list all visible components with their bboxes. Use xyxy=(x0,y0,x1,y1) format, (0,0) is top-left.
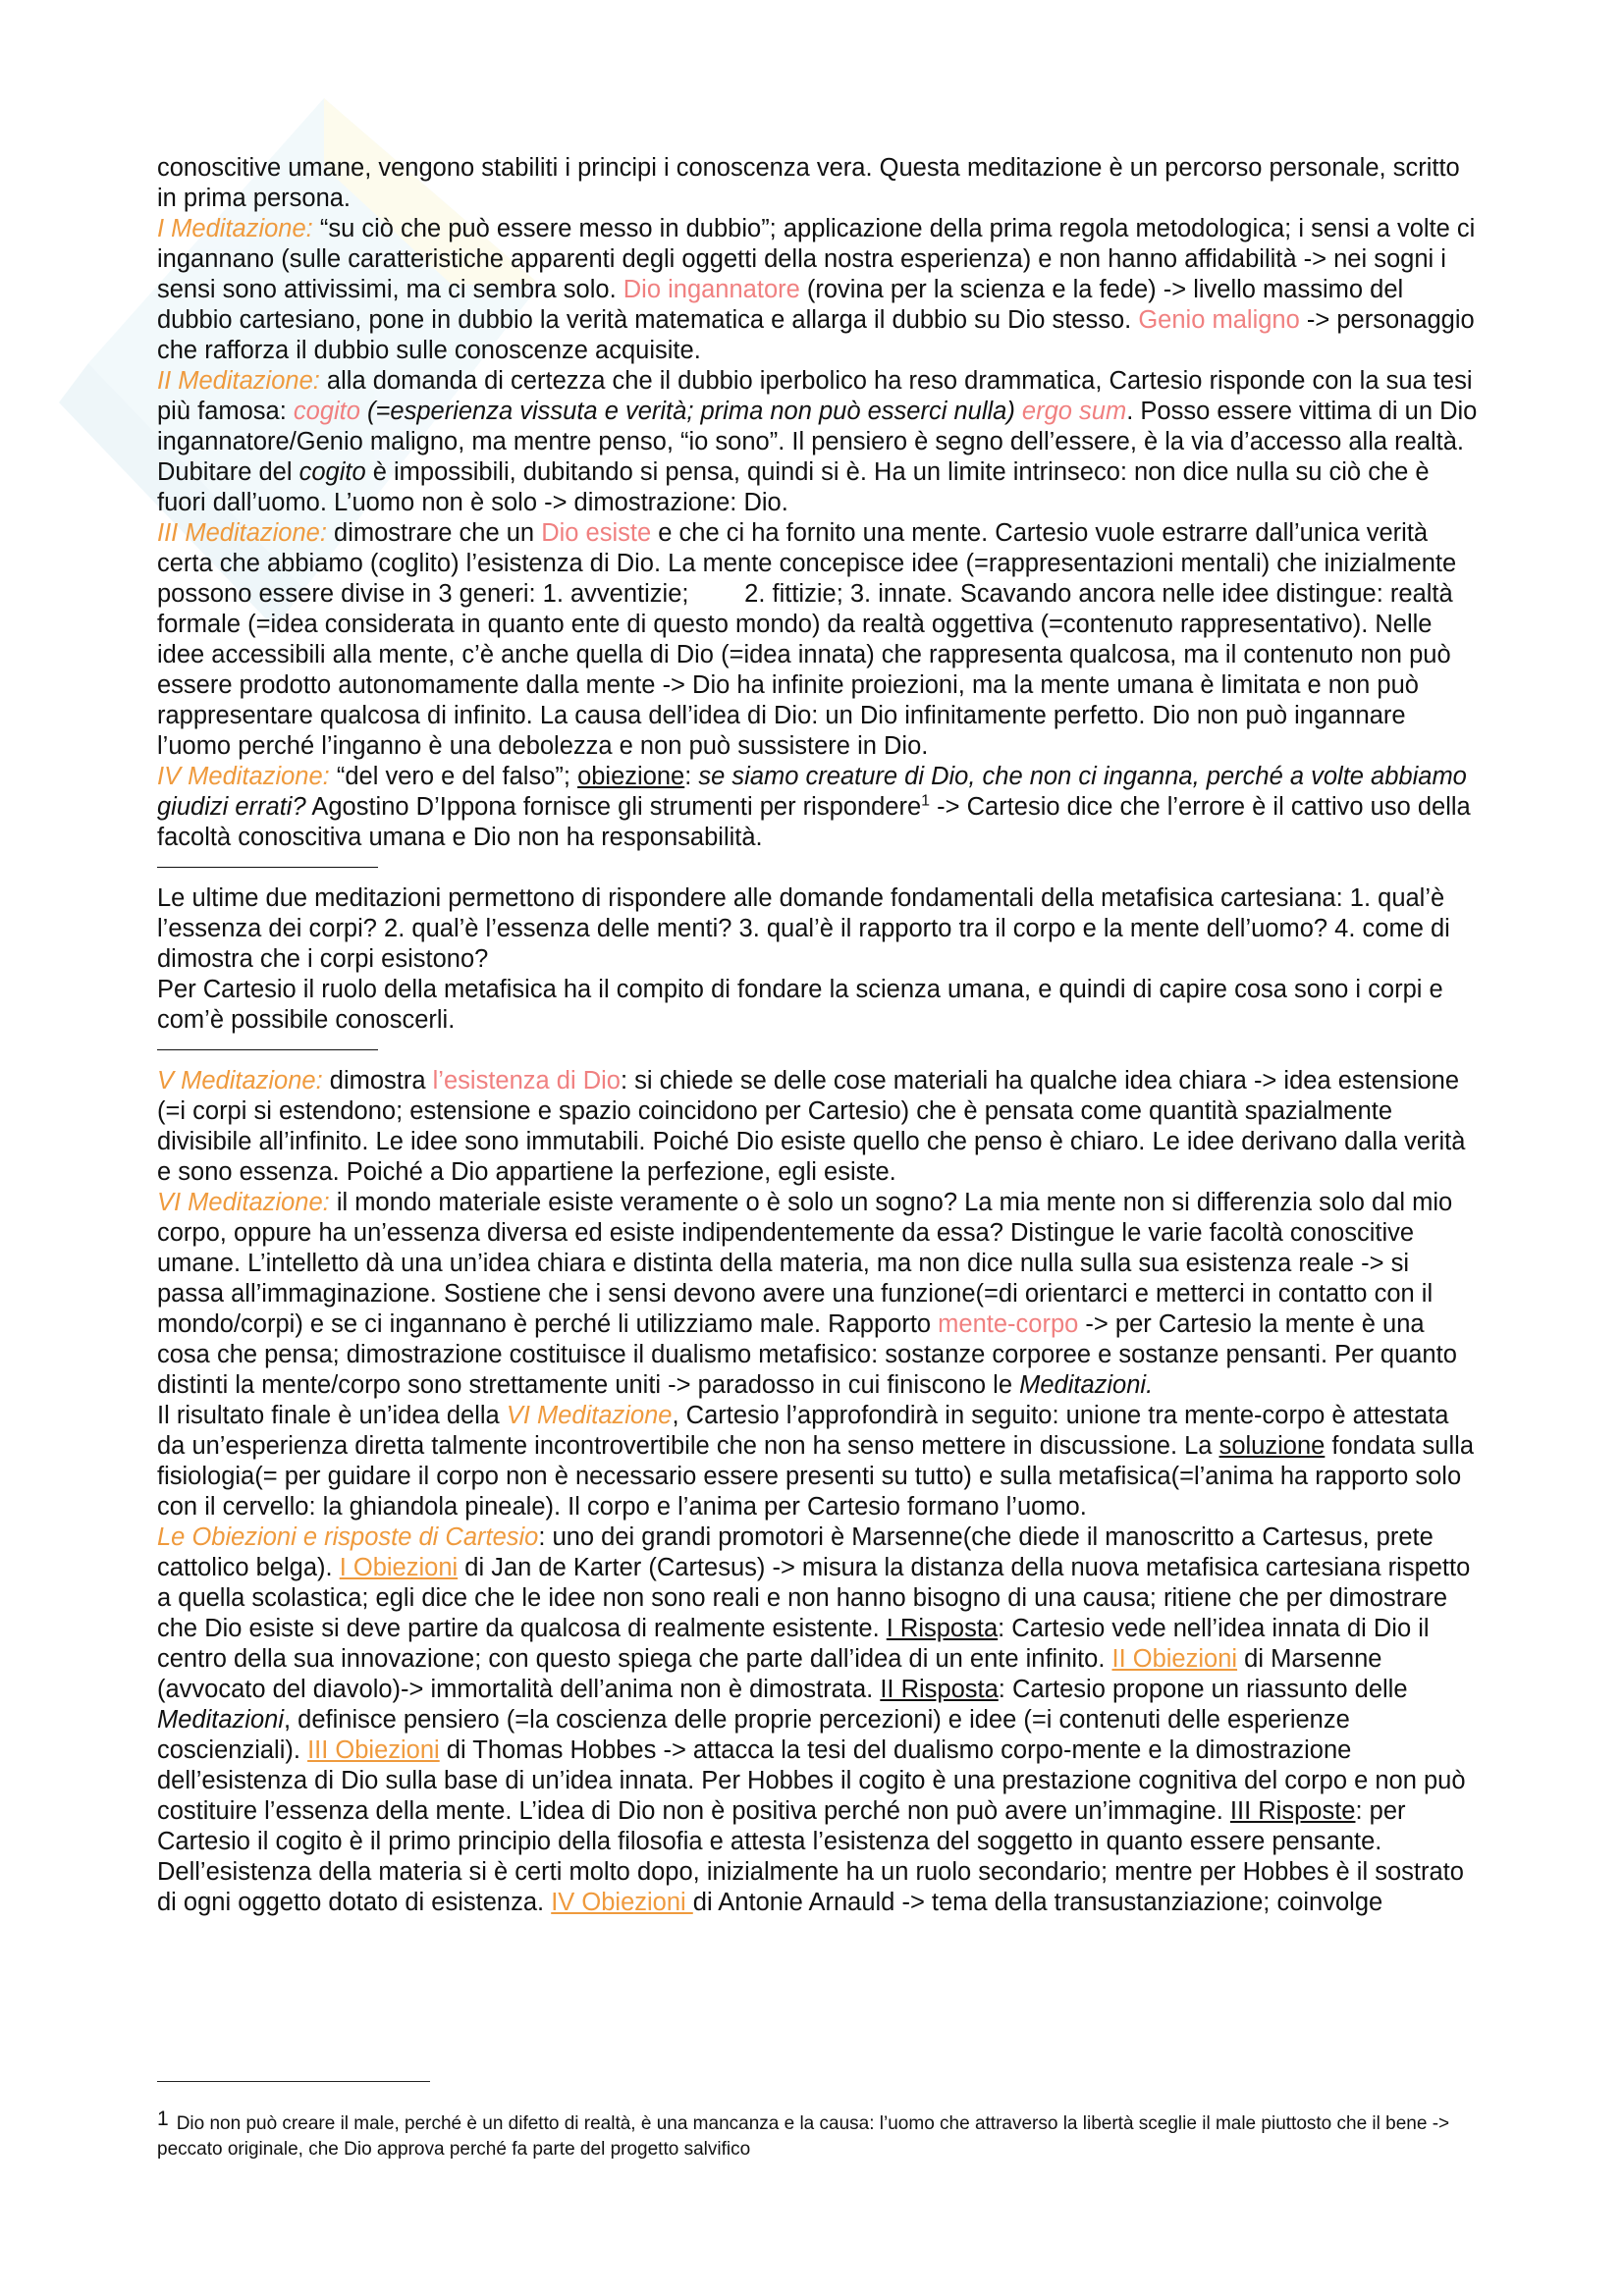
footnote-number: 1 xyxy=(157,2108,169,2130)
link-iv-obiezioni[interactable]: IV Obiezioni xyxy=(551,1889,693,1916)
paragraph-metaphysics-role: Per Cartesio il ruolo della metafisica ha il compito di fondare la scienza umana, e quindi di capire cosa sono i corpi e com’è possibile conoscerli. xyxy=(157,976,1443,1034)
paragraph-risultato: Il risultato finale è un’idea della VI Meditazione, Cartesio l’approfondirà in seguito: unione tra mente-corpo è attestata da un’esperienza diretta talmente incontrovertibile che non ha senso mettere in discussione. La soluzione fondata sulla fisiologia(= per guidare il corpo non è necessario essere presenti su tutto) e sulla metafisica(=l’anima ha rapporto solo con il cervello: la ghiandola pineale). Il corpo e l’anima per Cartesio formano l’uomo. xyxy=(157,1402,1475,1521)
heading-meditazione-3: III Meditazione: xyxy=(157,519,327,547)
heading-meditazione-6: VI Meditazione: xyxy=(157,1189,330,1216)
document-body xyxy=(157,153,1483,1918)
term-obiezione: obiezione xyxy=(577,763,685,790)
term-iii-risposte: III Risposte xyxy=(1229,1797,1356,1825)
question-text: se siamo creature di Dio, che non ci inganna, perché a volte abbiamo giudizi errati? xyxy=(157,763,1467,821)
term-cogito: cogito xyxy=(293,398,360,425)
term-vi-meditazione: VI Meditazione xyxy=(506,1402,673,1429)
term-esistenza-di-dio: l’esistenza di Dio xyxy=(432,1067,621,1095)
term-genio-maligno: Genio maligno xyxy=(1138,306,1300,334)
heading-meditazione-5: V Meditazione: xyxy=(157,1067,323,1095)
term-ii-risposta: II Risposta xyxy=(880,1676,999,1703)
link-ii-obiezioni[interactable]: II Obiezioni xyxy=(1111,1645,1238,1673)
footnote-ref[interactable]: 1 xyxy=(921,792,931,810)
paragraph-meditazione-6: VI Meditazione: il mondo materiale esiste veramente o è solo un sogno? La mia mente non si differenzia solo dal mio corpo, oppure ha un’essenza diversa ed esiste indipendentemente da essa? Distingue le varie facoltà conoscitive umane. L’intelletto dà una un’idea chiara e distinta della materia, ma non dice nulla sulla sua esistenza reale -> si passa all’immaginazione. Sostiene che i sensi devono avere una funzione(=di orientarci e metterci in contatto con il mondo/corpi) e se ci ingannano è perché li utilizziamo male. Rapporto mente-corpo -> per Cartesio la mente è una cosa che pensa; dimostrazione costituisce il dualismo metafisico: sostanze corporee e sostanze pensanti. Per quanto distinti la mente/corpo sono strettamente uniti -> paradosso in cui finiscono le Meditazioni. xyxy=(157,1189,1457,1399)
link-iii-obiezioni[interactable]: III Obiezioni xyxy=(307,1736,440,1764)
link-i-obiezioni[interactable]: I Obiezioni xyxy=(339,1554,459,1581)
term-ergo-sum: ergo sum xyxy=(1021,398,1127,425)
heading-meditazione-4: IV Meditazione: xyxy=(157,763,330,790)
paragraph-meditazione-5: V Meditazione: dimostra l’esistenza di Dio: si chiede se delle cose materiali ha qualche idea chiara -> idea estensione (=i corpi si estendono; estensione e spazio coincidono per Cartesio) che è pensata come quantità spazialmente divisibile all’infinito. Le idee sono immutabili. Poiché Dio esiste quello che penso è chiaro. Le idee derivano dalla verità e sono essenza. Poiché a Dio appartiene la perfezione, egli esiste. xyxy=(157,1067,1466,1186)
footnote-divider xyxy=(157,2081,430,2082)
heading-obiezioni: Le Obiezioni e risposte di Cartesio xyxy=(157,1523,539,1551)
term-i-risposta: I Risposta xyxy=(886,1615,999,1642)
heading-meditazione-1: I Meditazione: xyxy=(157,215,313,242)
section-divider xyxy=(157,1049,378,1050)
paragraph-intro: conoscitive umane, vengono stabiliti i principi i conoscenza vera. Questa meditazione è un percorso personale, scritto in prima persona. xyxy=(157,154,1460,212)
heading-meditazione-2: II Meditazione: xyxy=(157,367,320,395)
term-dio-esiste: Dio esiste xyxy=(541,519,652,547)
paragraph-meditazione-3: III Meditazione: dimostrare che un Dio esiste e che ci ha fornito una mente. Cartesio vuole estrarre dall’unica verità certa che abbiamo (coglito) l’esistenza di Dio. La mente concepisce idee (=rappresentazioni mentali) che inizialmente possono essere divise in 3 generi: 1. avventizie; 2. fittizie; 3. innate. Scavando ancora nelle idee distingue: realtà formale (=idea considerata in quanto ente di questo mondo) da realtà oggettiva (=contenuto rappresentativo). Nelle idee accessibili alla mente, c’è anche quella di Dio (=idea innata) che rappresenta qualcosa, ma il contenuto non può essere prodotto autonomamente dalla mente -> Dio ha infinite proiezioni, ma la mente umana è limitata e non può rappresentare qualcosa di infinito. La causa dell’idea di Dio: un Dio infinitamente perfetto. Dio non può ingannare l’uomo perché l’inganno è una debolezza e non può sussistere in Dio. xyxy=(157,519,1464,760)
footnote-text: Dio non può creare il male, perché è un difetto di realtà, è una mancanza e la causa: l’uomo che attraverso la libertà sceglie il male piuttosto che il bene -> peccato originale, che Dio approva perché fa parte del progetto salvifico xyxy=(157,2113,1450,2160)
term-mente-corpo: mente-corpo xyxy=(938,1310,1079,1338)
term-soluzione: soluzione xyxy=(1218,1432,1326,1460)
term-dio-ingannatore: Dio ingannatore xyxy=(623,276,800,303)
paragraph-questions: Le ultime due meditazioni permettono di rispondere alle domande fondamentali della metafisica cartesiana: 1. qual’è l’essenza dei corpi? 2. qual’è l’essenza delle menti? 3. qual’è il rapporto tra il corpo e la mente dell’uomo? 4. come di dimostra che i corpi esistono? xyxy=(157,884,1450,973)
paragraph-meditazione-4: IV Meditazione: “del vero e del falso”; obiezione: se siamo creature di Dio, che non ci inganna, perché a volte abbiamo giudizi errati? Agostino D’Ippona fornisce gli strumenti per rispondere$^1$ -> Cartesio dice che l’errore è il cattivo uso della facoltà conoscitiva umana e Dio non ha responsabilità. xyxy=(157,763,1471,851)
paragraph-meditazione-1: I Meditazione: “su ciò che può essere messo in dubbio”; applicazione della prima regola metodologica; i sensi a volte ci ingannano (sulle caratteristiche apparenti degli oggetti della nostra esperienza) e non hanno affidabilità -> nei sogni i sensi sono attivissimi, ma ci sembra solo. Dio ingannatore (rovina per la scienza e la fede) -> livello massimo del dubbio cartesiano, pone in dubbio la verità matematica e allarga il dubbio su Dio stesso. Genio maligno -> personaggio che rafforza il dubbio sulle conoscenze acquisite. xyxy=(157,215,1476,364)
footnote xyxy=(157,2107,1483,2163)
paragraph-meditazione-2: II Meditazione: alla domanda di certezza che il dubbio iperbolico ha reso drammatica, Cartesio risponde con la sua tesi più famosa: cogito (=esperienza vissuta e verità; prima non può esserci nulla) ergo sum. Posso essere vittima di un Dio ingannatore/Genio maligno, ma mentre penso, “io sono”. Il pensiero è segno dell’essere, è la via d’accesso alla realtà. Dubitare del cogito è impossibili, dubitando si pensa, quindi si è. Ha un limite intrinseco: non dice nulla su ciò che è fuori dall’uomo. L’uomo non è solo -> dimostrazione: Dio. xyxy=(157,367,1478,516)
section-divider xyxy=(157,867,378,868)
paragraph-obiezioni: Le Obiezioni e risposte di Cartesio: uno dei grandi promotori è Marsenne(che diede il manoscritto a Cartesus, prete cattolico belga). I Obiezioni di Jan de Karter (Cartesus) -> misura la distanza della nuova metafisica cartesiana rispetto a quella scolastica; egli dice che le idee non sono reali e non hanno bisogno di una causa; ritiene che per dimostrare che Dio esiste si deve partire da qualcosa di realmente esistente. I Risposta: Cartesio vede nell’idea innata di Dio il centro della sua innovazione; con questo spiega che parte dall’idea di un ente infinito. II Obiezioni di Marsenne (avvocato del diavolo)-> immortalità dell’anima non è dimostrata. II Risposta: Cartesio propone un riassunto delle Meditazioni, definisce pensiero (=la coscienza delle proprie percezioni) e idee (=i contenuti delle esperienze coscienziali). III Obiezioni di Thomas Hobbes -> attacca la tesi del dualismo corpo-mente e la dimostrazione dell’esistenza di Dio sulla base di un’idea innata. Per Hobbes il cogito è una prestazione cognitiva del corpo e non può costituire l’essenza della mente. L’idea di Dio non è positiva perché non può avere un’immagine. III Risposte: per Cartesio il cogito è il primo principio della filosofia e attesta l’esistenza del soggetto in quanto essere pensante. Dell’esistenza della materia si è certi molto dopo, inizialmente ha un ruolo secondario; mentre per Hobbes è il sostrato di ogni oggetto dotato di esistenza. IV Obiezioni di Antonie Arnauld -> tema della transustanziazione; coinvolge xyxy=(157,1523,1471,1916)
